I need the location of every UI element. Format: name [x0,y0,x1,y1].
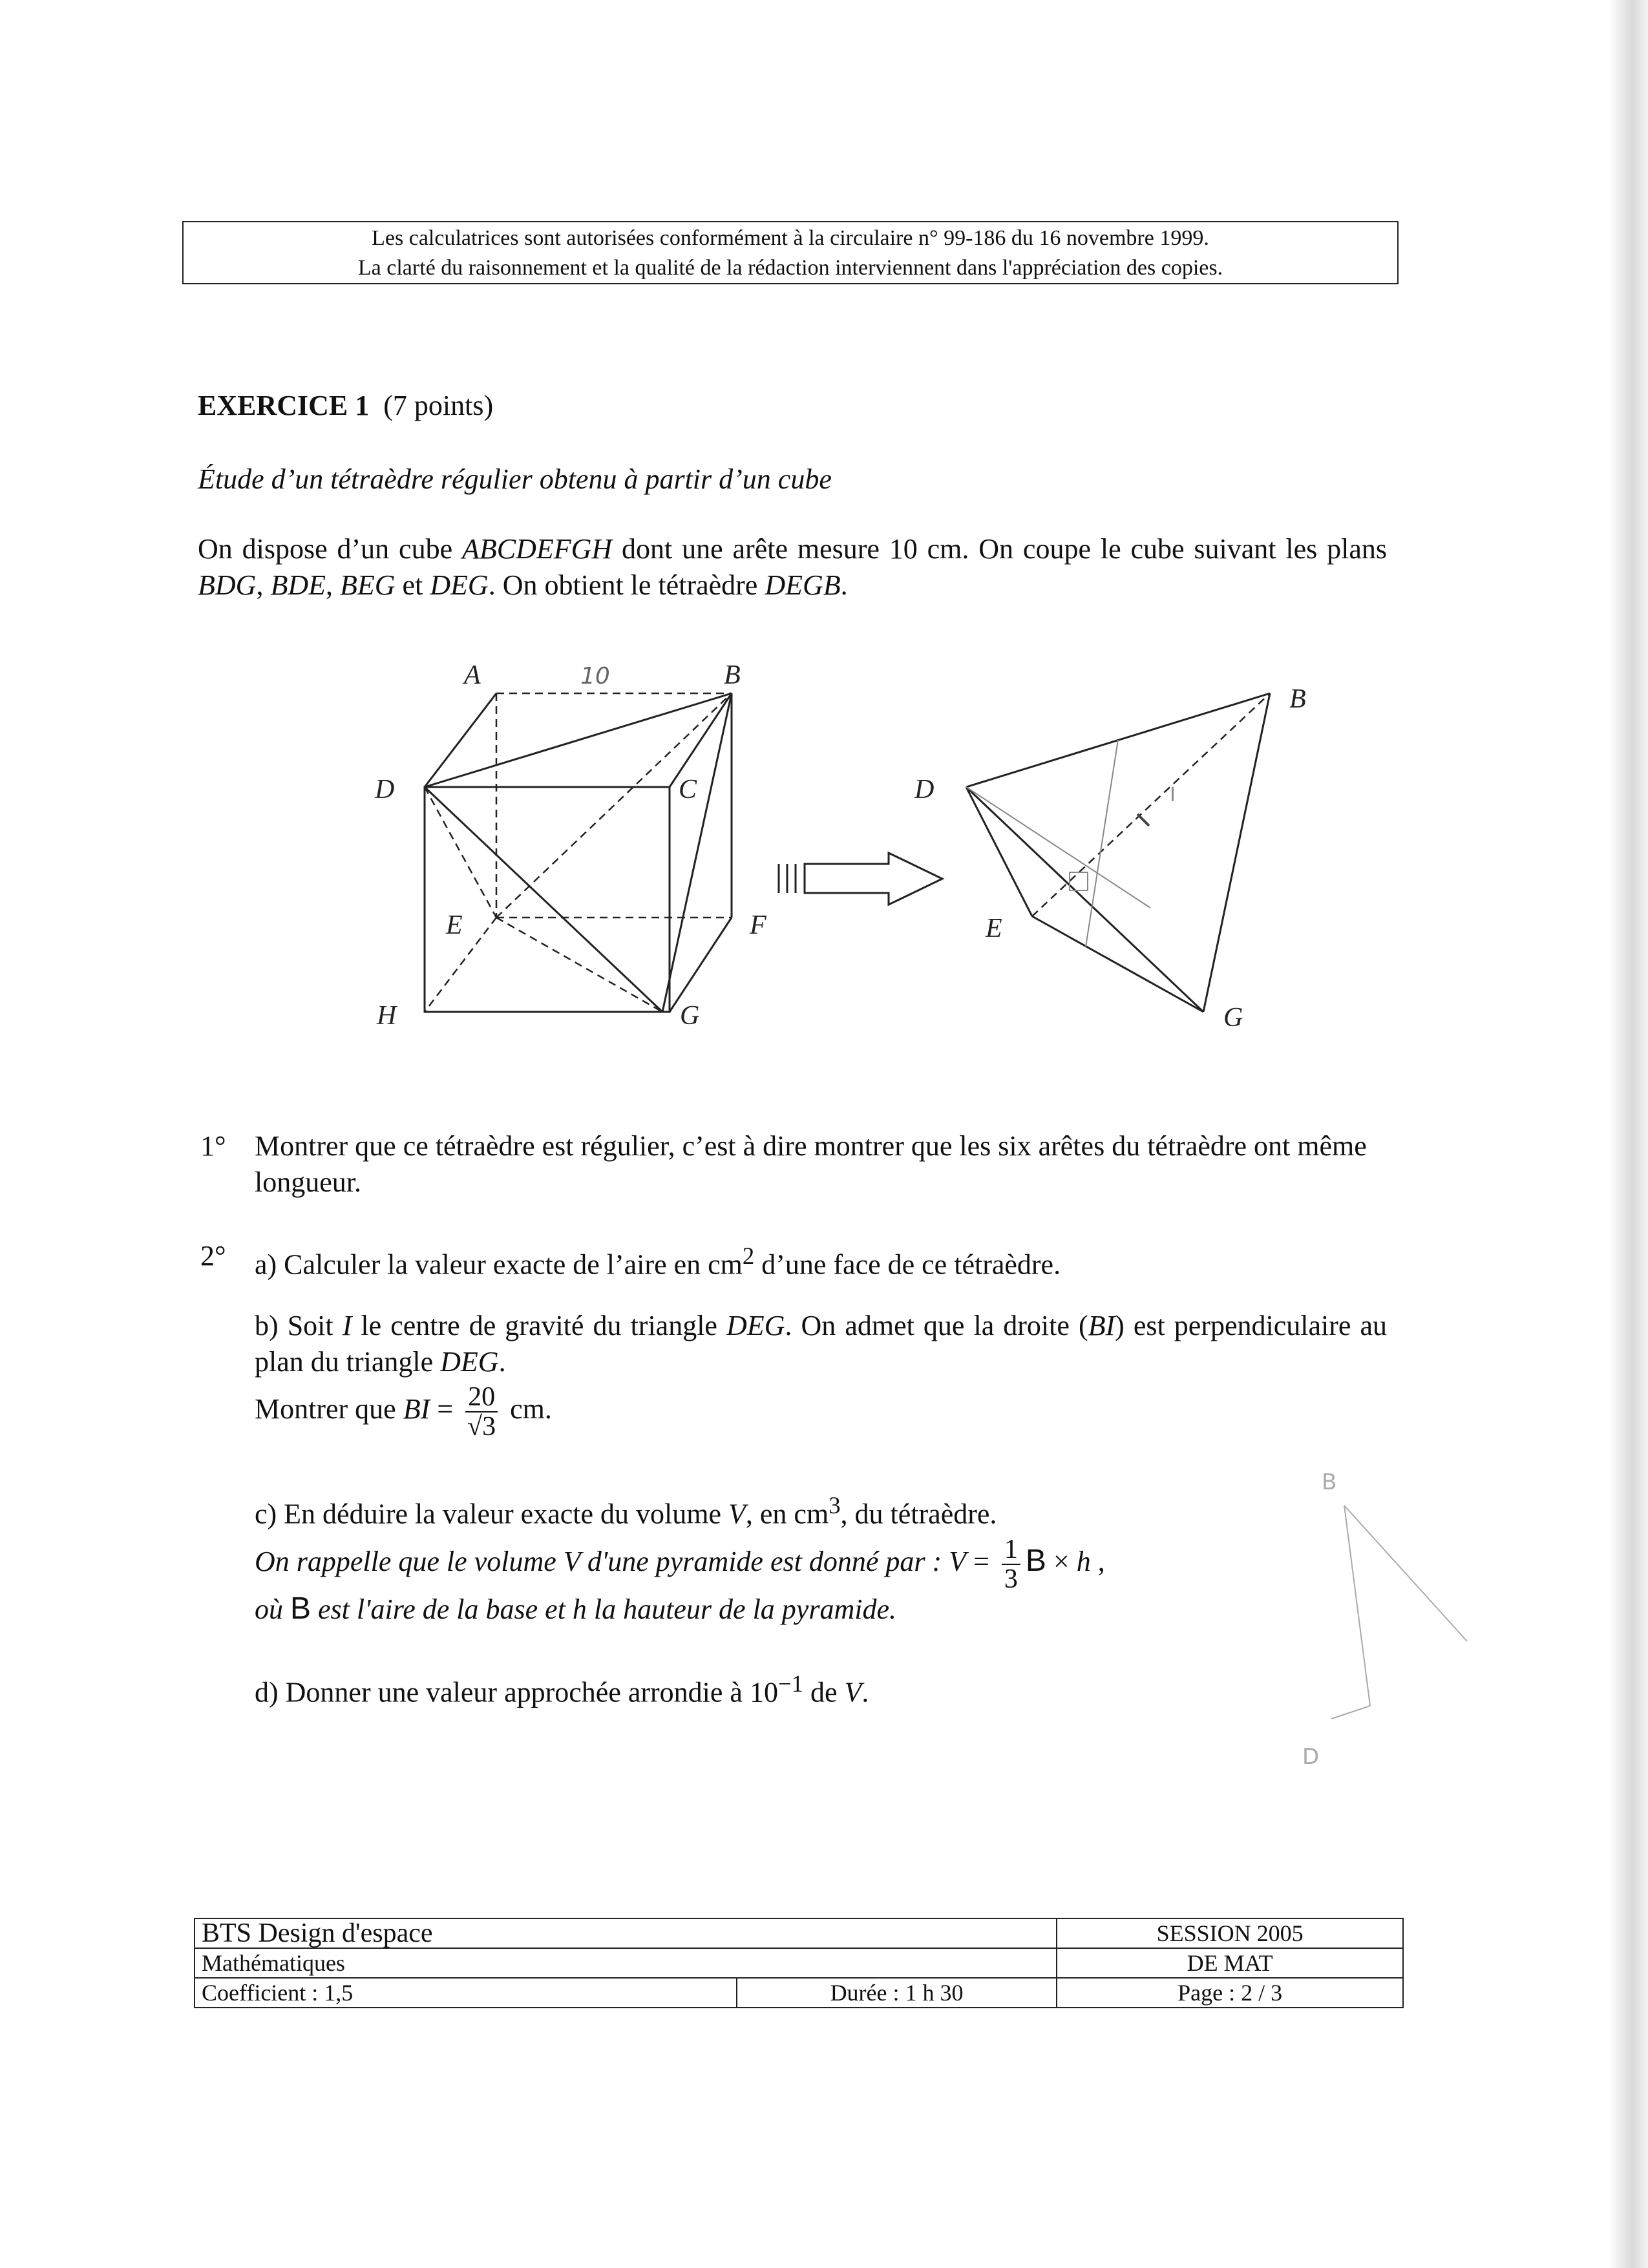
q2d-part: de [803,1676,845,1708]
q1-text: Montrer que ce tétraèdre est régulier, c’est à dire montrer que les six arêtes du tétraèdre ont même longueur. [255,1130,1367,1198]
exercise-subtitle: Étude d’un tétraèdre régulier obtenu à partir d’un cube [198,463,832,495]
exercise-points: (7 points) [383,390,494,421]
q2b-formula [255,1383,552,1441]
exercise-intro: On dispose d’un cube ABCDEFGH dont une arête mesure 10 cm. On coupe le cube suivant les plans BDG, BDE, BEG et DEG. On obtient le tétraèdre DEGB. [198,533,1387,601]
edge-EG [496,918,662,1012]
handwritten-I: I [1170,784,1176,806]
q2c-denominator: 3 [1004,1564,1018,1594]
footer-page: Page : 2 / 3 [1057,1978,1403,2008]
tet-edge-DG [966,787,1203,1012]
q2b-text [255,1308,1387,1380]
edge-DG [425,787,662,1012]
q2c-text [255,1487,997,1533]
q2b-part: b) Soit [255,1310,343,1341]
q2b-DEG: DEG [726,1310,785,1341]
q2b-equals: = [430,1393,461,1425]
q2b-unit: cm. [503,1393,552,1425]
intro-text: . On obtient le tétraèdre [488,569,765,601]
q2b-numerator: 20 [465,1383,498,1412]
q2b-I: I [342,1310,352,1341]
q2a-text [255,1238,1061,1283]
q2a-sup: 2 [742,1243,755,1269]
q2d-part: d) Donner une valeur approchée arrondie à 10 [255,1676,778,1708]
tet-edge-BG [1203,693,1270,1012]
q2d-V: V [844,1676,862,1708]
q2c-formula-V: V [949,1546,967,1578]
intro-plane: BDG [198,569,257,601]
footer-table [194,1918,1404,2008]
q2c-numerator: 1 [1002,1535,1020,1565]
footer-duration: Durée : 1 h 30 [737,1978,1057,2008]
edge-EB [496,693,732,918]
exercise-heading: EXERCICE 1 [198,390,370,421]
intro-plane: BEG [339,569,396,601]
tet-label-E: E [986,914,1002,943]
cube-edge-DA [425,693,496,787]
q2c-formula-h: h [1076,1546,1091,1578]
margin-note-d: D [1302,1744,1320,1770]
q2c-comma: , [1090,1546,1105,1578]
q2a-part: a) Calculer la valeur exacte de l’aire en cm [255,1248,743,1281]
tet-label-G: G [1223,1003,1243,1033]
q2b-part: . [498,1346,506,1378]
instructions-line-1: Les calculatrices sont autorisées conformément à la circulaire n° 99-186 du 16 novembre 1999. [372,226,1209,250]
q2b-BI: BI [1088,1310,1115,1341]
q2d-part: . [861,1676,869,1708]
footer-session: SESSION 2005 [1057,1918,1403,1948]
cube-label-B: B [724,660,741,690]
footer-subject: Mathématiques [195,1948,1057,1978]
q2b-fraction [465,1383,498,1441]
q2c-times: × [1046,1546,1077,1578]
footer-coef: Coefficient : 1,5 [195,1978,737,2008]
q2c-formula-eq: = [966,1546,997,1578]
cube-label-C: C [679,775,697,804]
q2-number: 2° [200,1240,226,1272]
q2c-where [255,1591,896,1628]
q2c-part: c) En déduire la valeur exacte du volume [255,1498,729,1530]
q2b-part: Montrer que [255,1393,403,1425]
q2a-part: d’une face de ce tétraèdre. [754,1248,1061,1281]
intro-plane: DEG [430,569,489,601]
q2c-sup: 3 [829,1492,841,1518]
q2c-fraction [1002,1535,1020,1593]
tet-edge-DE [966,787,1032,916]
cube-label-A: A [464,660,481,690]
intro-text: et [402,569,423,601]
intro-text: On dispose d’un cube [198,533,462,565]
intro-plane: BDE [270,569,326,601]
cube-label-H: H [377,1001,397,1031]
q2d-sup: −1 [777,1670,803,1697]
footer-code: DE MAT [1057,1948,1403,1978]
q2b-DEG: DEG [440,1346,499,1378]
q2b-part: ) est perpendiculaire au plan du triangle [255,1310,1387,1378]
q2b-part: . On admet que la droite ( [785,1310,1088,1341]
q1-number: 1° [200,1130,226,1162]
tet-label-B: B [1289,684,1306,714]
intro-cube: ABCDEFGH [461,533,613,565]
cube-label-G: G [680,1001,700,1031]
q2c-part: , du tétraèdre. [840,1498,997,1530]
intro-text: . [840,569,848,601]
tet-label-D: D [914,775,935,804]
q2b-part: le centre de gravité du triangle [352,1310,727,1341]
q2c-where-B: B [290,1591,312,1626]
q2c-V: V [728,1498,746,1530]
q2c-recall [255,1535,1105,1593]
q2d-text [255,1666,869,1711]
q2c-recall-text: On rappelle que le volume V d'une pyramide est donné par : [255,1546,949,1578]
q2c-formula-B: B [1025,1544,1046,1579]
footer-course: BTS Design d'espace [195,1918,1057,1948]
edge-DB [425,693,732,787]
q2c-where-text: où [255,1593,290,1625]
cube-label-F: F [750,910,766,940]
cube-label-E: E [446,910,463,940]
intro-text: dont une arête mesure 10 cm. On coupe le cube suivant les plans [612,533,1387,565]
instructions-line-2: La clarté du raisonnement et la qualité de la rédaction interviennent dans l'appréciation des copies. [357,256,1223,280]
margin-sketch [1331,1506,1467,1719]
arrow-icon [779,853,942,905]
intro-tetrahedron: DEGB [765,569,841,601]
q2b-BI: BI [403,1393,430,1425]
edge-BG [662,693,732,1012]
handwritten-10: 10 [580,663,610,689]
cube-label-D: D [375,775,395,804]
q2c-where-text: est l'aire de la base et h la hauteur de la pyramide. [311,1593,896,1625]
edge-DE [425,787,496,918]
q2c-part: , en cm [745,1498,829,1530]
margin-note-b: B [1322,1469,1337,1495]
q2b-denominator: √3 [467,1412,496,1442]
